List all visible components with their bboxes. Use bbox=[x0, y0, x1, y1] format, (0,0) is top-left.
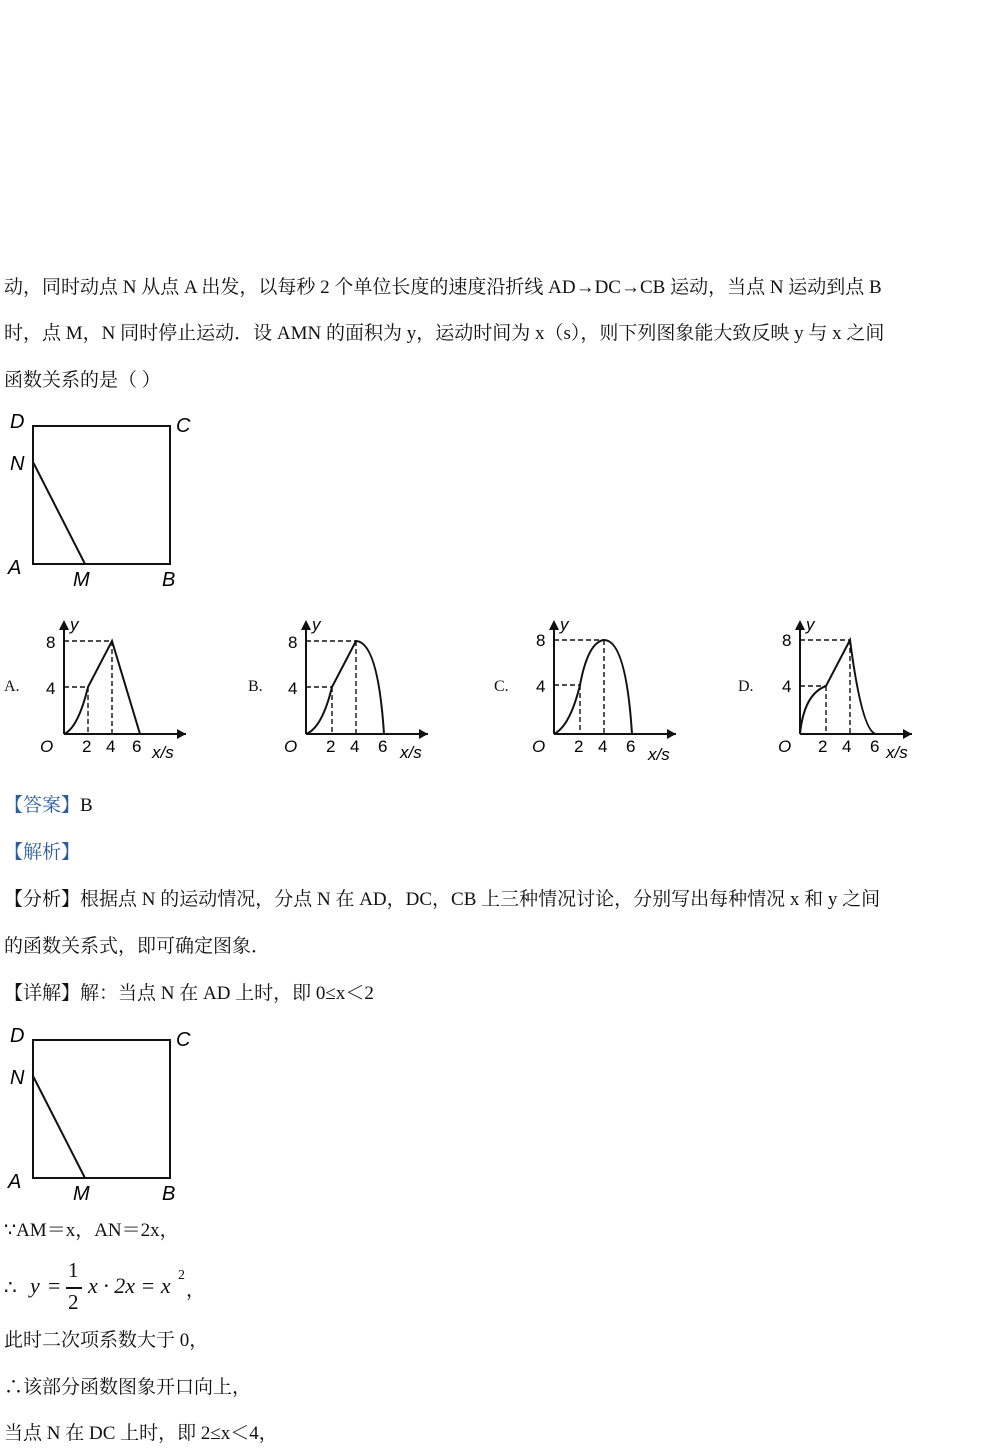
fenxi-line-1: 【分析】根据点 N 的运动情况，分点 N 在 AD，DC，CB 上三种情况讨论，分别写出每种情况 x 和 y 之间 bbox=[4, 889, 881, 910]
label-N: N bbox=[10, 1067, 25, 1089]
tick-x-2: 2 bbox=[82, 737, 92, 756]
answer-tag: 【答案】 bbox=[4, 795, 81, 816]
option-b-label: B. bbox=[248, 678, 263, 695]
formula-y: y bbox=[30, 1273, 40, 1298]
graph-option-a bbox=[36, 612, 196, 768]
origin-label: O bbox=[40, 737, 54, 756]
tick-8: 8 bbox=[288, 633, 298, 652]
tick-4: 4 bbox=[782, 677, 792, 696]
axis-x-label: x/s bbox=[886, 743, 908, 762]
tick-x-6: 6 bbox=[626, 737, 636, 756]
solution-line-4: ∴该部分函数图象开口向上， bbox=[4, 1377, 252, 1398]
label-M: M bbox=[73, 569, 90, 591]
formula-eq: = bbox=[48, 1273, 61, 1298]
tick-x-4: 4 bbox=[598, 737, 608, 756]
label-B: B bbox=[162, 569, 176, 591]
fraction-bar bbox=[66, 1287, 82, 1289]
label-N: N bbox=[10, 453, 25, 475]
fraction-numerator: 1 bbox=[68, 1258, 79, 1282]
solution-line-3: 此时二次项系数大于 0， bbox=[4, 1330, 209, 1351]
tick-x-2: 2 bbox=[326, 737, 336, 756]
formula-end: ， bbox=[186, 1280, 206, 1301]
square-figure-1 bbox=[0, 404, 200, 594]
label-C: C bbox=[176, 1029, 191, 1051]
label-C: C bbox=[176, 415, 191, 437]
label-A: A bbox=[8, 1171, 22, 1193]
axis-y-label: y bbox=[560, 615, 569, 634]
graph-option-d bbox=[772, 612, 932, 768]
label-B: B bbox=[162, 1183, 176, 1205]
label-M: M bbox=[73, 1183, 90, 1205]
problem-line-2: 时，点 M，N 同时停止运动．设 AMN 的面积为 y，运动时间为 x（s），则下列图象能大致反映 y 与 x 之间 bbox=[4, 323, 885, 344]
axis-x-label: x/s bbox=[400, 743, 422, 762]
label-D: D bbox=[10, 1025, 25, 1047]
option-a-label: A. bbox=[4, 678, 20, 695]
problem-line-1: 动，同时动点 N 从点 A 出发，以每秒 2 个单位长度的速度沿折线 AD→DC→CB 运动，当点 N 运动到点 B bbox=[4, 277, 882, 298]
analysis-tag: 【解析】 bbox=[4, 842, 81, 863]
tick-x-4: 4 bbox=[350, 737, 360, 756]
tick-x-6: 6 bbox=[870, 737, 880, 756]
tick-x-6: 6 bbox=[132, 737, 142, 756]
formula-rest: x · 2x = x bbox=[88, 1273, 171, 1298]
fenxi-line-2: 的函数关系式，即可确定图象． bbox=[4, 936, 271, 957]
graph-option-c bbox=[526, 612, 686, 768]
graph-option-b bbox=[278, 612, 438, 768]
label-D: D bbox=[10, 411, 25, 433]
tick-4: 4 bbox=[288, 679, 298, 698]
tick-4: 4 bbox=[46, 679, 56, 698]
tick-8: 8 bbox=[782, 631, 792, 650]
solution-line-5: 当点 N 在 DC 上时，即 2≤x＜4， bbox=[4, 1423, 278, 1444]
tick-x-2: 2 bbox=[818, 737, 828, 756]
axis-y-label: y bbox=[806, 615, 815, 634]
tick-x-6: 6 bbox=[378, 737, 388, 756]
fraction-denominator: 2 bbox=[68, 1290, 79, 1314]
tick-8: 8 bbox=[46, 633, 56, 652]
answer-line bbox=[4, 794, 93, 818]
axis-y-label: y bbox=[70, 615, 79, 634]
tick-4: 4 bbox=[536, 677, 546, 696]
formula-superscript: 2 bbox=[178, 1268, 185, 1283]
solution-formula bbox=[4, 1258, 304, 1318]
tick-x-4: 4 bbox=[106, 737, 116, 756]
option-d-label: D. bbox=[738, 678, 754, 695]
xiangjie-line-1: 【详解】解：当点 N 在 AD 上时，即 0≤x＜2 bbox=[4, 983, 374, 1004]
origin-label: O bbox=[284, 737, 298, 756]
axis-x-label: x/s bbox=[648, 745, 670, 764]
therefore-symbol: ∴ bbox=[4, 1277, 17, 1299]
axis-y-label: y bbox=[312, 615, 321, 634]
tick-8: 8 bbox=[536, 631, 546, 650]
axis-x-label: x/s bbox=[152, 743, 174, 762]
square-figure-2 bbox=[0, 1018, 200, 1208]
answer-value: B bbox=[80, 795, 93, 816]
tick-x-2: 2 bbox=[574, 737, 584, 756]
origin-label: O bbox=[778, 737, 792, 756]
option-c-label: C. bbox=[494, 678, 509, 695]
problem-line-3: 函数关系的是（ ） bbox=[4, 370, 161, 391]
tick-x-4: 4 bbox=[842, 737, 852, 756]
origin-label: O bbox=[532, 737, 546, 756]
label-A: A bbox=[8, 557, 22, 579]
solution-line-1: ∵AM＝x，AN＝2x， bbox=[4, 1220, 179, 1241]
